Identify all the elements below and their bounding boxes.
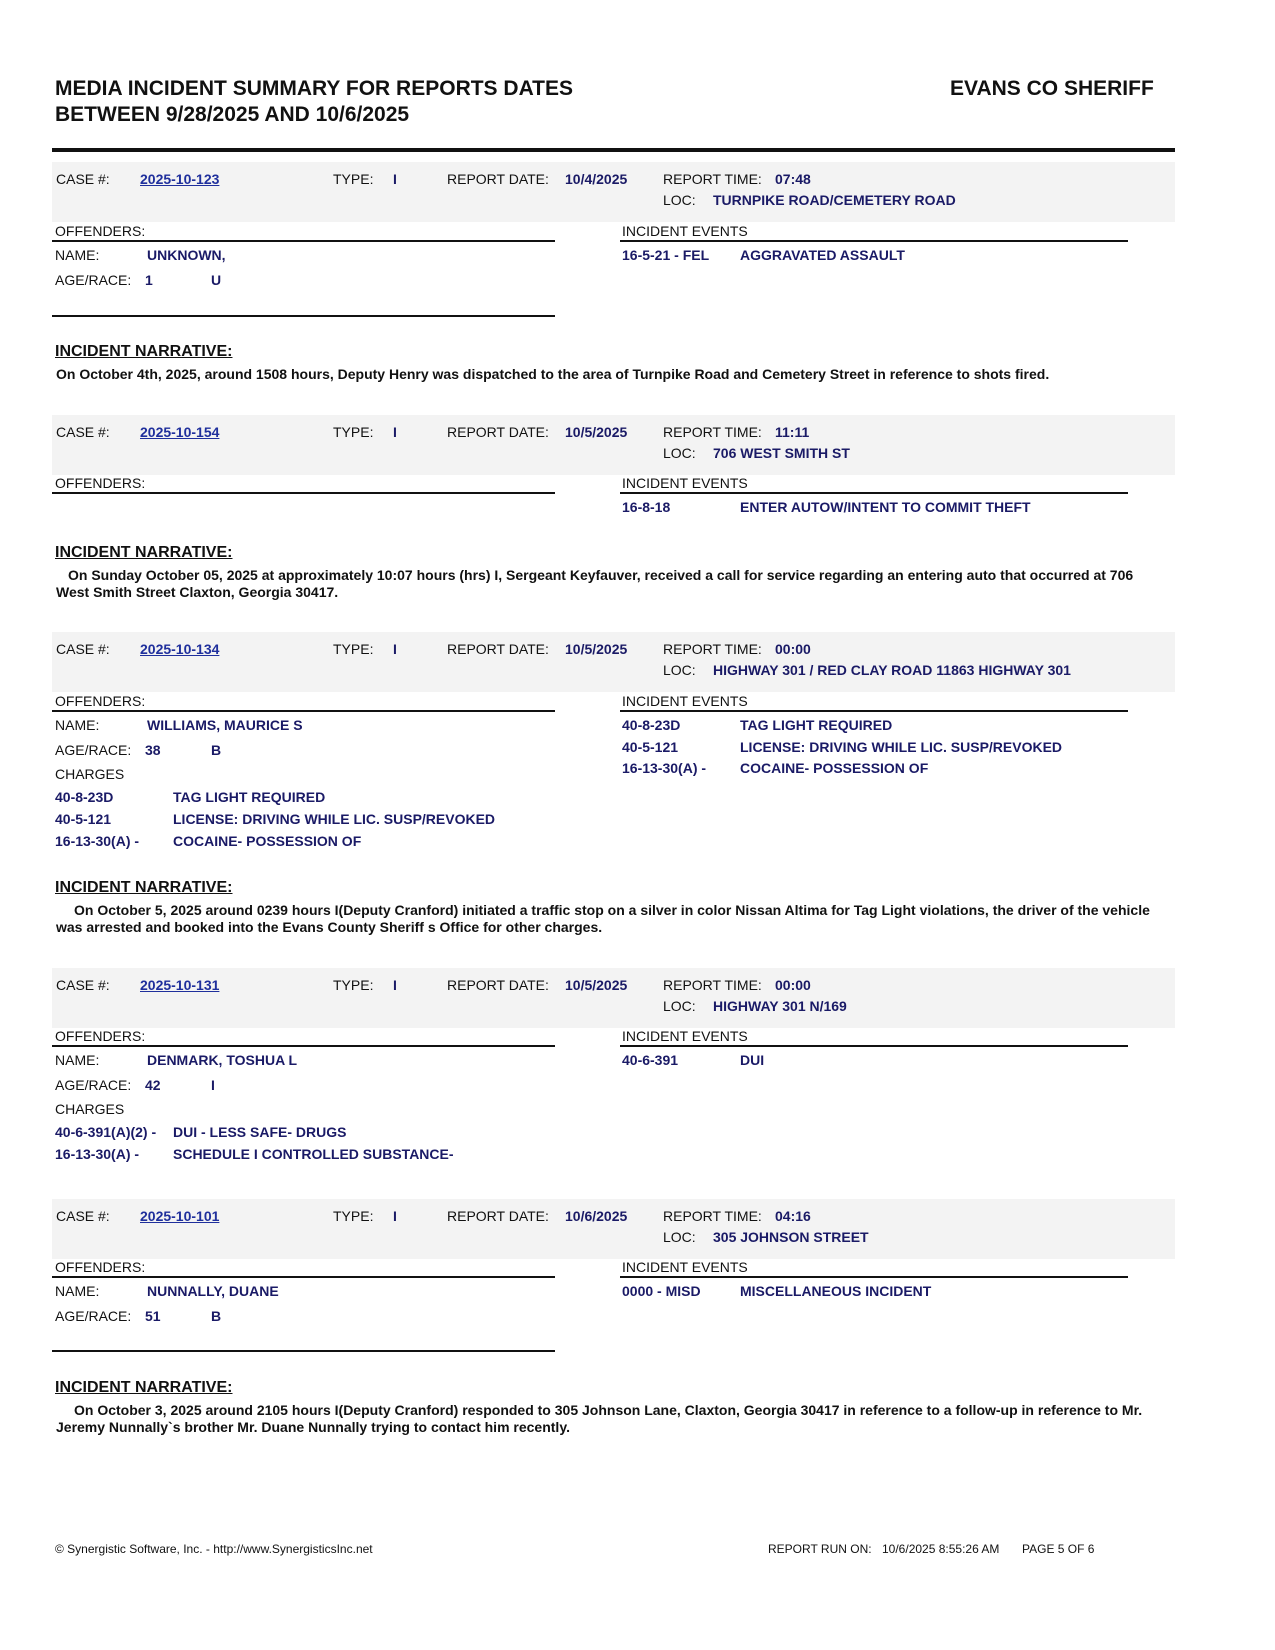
report-time-value: 00:00 bbox=[775, 641, 811, 657]
offender-race: B bbox=[211, 1308, 222, 1324]
case-number-link[interactable]: 2025-10-134 bbox=[140, 641, 220, 657]
narrative-heading: INCIDENT NARRATIVE: bbox=[55, 343, 233, 360]
events-rule bbox=[620, 492, 1128, 494]
offenders-label: OFFENDERS: bbox=[55, 693, 146, 709]
charge-code: 16-13-30(A) - bbox=[55, 833, 140, 849]
charge-desc: SCHEDULE I CONTROLLED SUBSTANCE- bbox=[173, 1146, 454, 1162]
footer-copyright: © Synergistic Software, Inc. - http://www.SynergisticsInc.net bbox=[55, 1542, 373, 1556]
case-label: CASE #: bbox=[56, 977, 110, 993]
loc-label: LOC: bbox=[663, 445, 696, 461]
report-title-line1: MEDIA INCIDENT SUMMARY FOR REPORTS DATES bbox=[55, 77, 574, 100]
report-time-value: 00:00 bbox=[775, 977, 811, 993]
report-date-label: REPORT DATE: bbox=[447, 171, 549, 187]
loc-value: 706 WEST SMITH ST bbox=[713, 445, 850, 461]
narrative-heading: INCIDENT NARRATIVE: bbox=[55, 544, 233, 561]
event-code: 16-8-18 bbox=[622, 499, 671, 515]
footer-page-number: PAGE 5 OF 6 bbox=[1022, 1542, 1095, 1556]
charge-desc: TAG LIGHT REQUIRED bbox=[173, 789, 326, 805]
type-label: TYPE: bbox=[333, 424, 374, 440]
offender-age: 1 bbox=[145, 272, 153, 288]
narrative-heading: INCIDENT NARRATIVE: bbox=[55, 879, 233, 896]
offenders-label: OFFENDERS: bbox=[55, 1259, 146, 1275]
report-date-value: 10/5/2025 bbox=[565, 424, 628, 440]
events-rule bbox=[620, 1045, 1128, 1047]
event-code: 0000 - MISD bbox=[622, 1283, 701, 1299]
type-value: I bbox=[393, 1208, 397, 1224]
age-race-label: AGE/RACE: bbox=[55, 1308, 132, 1324]
agency-name: EVANS CO SHERIFF bbox=[950, 77, 1154, 100]
narrative-heading: INCIDENT NARRATIVE: bbox=[55, 1379, 233, 1396]
charge-code: 40-6-391(A)(2) - bbox=[55, 1124, 157, 1140]
name-label: NAME: bbox=[55, 1283, 100, 1299]
events-rule bbox=[620, 710, 1128, 712]
charge-desc: DUI - LESS SAFE- DRUGS bbox=[173, 1124, 347, 1140]
incident-events-label: INCIDENT EVENTS bbox=[622, 223, 748, 239]
events-rule bbox=[620, 240, 1128, 242]
event-code: 16-13-30(A) - bbox=[622, 760, 707, 776]
offender-age: 38 bbox=[145, 742, 161, 758]
offenders-rule bbox=[52, 1045, 555, 1047]
offenders-rule bbox=[52, 1276, 555, 1278]
case-number-link[interactable]: 2025-10-123 bbox=[140, 171, 220, 187]
name-label: NAME: bbox=[55, 717, 100, 733]
type-label: TYPE: bbox=[333, 171, 374, 187]
charge-desc: COCAINE- POSSESSION OF bbox=[173, 833, 362, 849]
event-code: 40-5-121 bbox=[622, 739, 679, 755]
report-date-value: 10/4/2025 bbox=[565, 171, 628, 187]
loc-value: TURNPIKE ROAD/CEMETERY ROAD bbox=[713, 192, 956, 208]
narrative-text: On October 5, 2025 around 0239 hours I(Deputy Cranford) initiated a traffic stop on a silver in color Nissan Altima for Tag Light violations, the driver of the vehicle was arrested and booked into the Evans County Sheriff s Office for other charges. bbox=[56, 902, 1150, 935]
event-code: 40-6-391 bbox=[622, 1052, 679, 1068]
incident-events-label: INCIDENT EVENTS bbox=[622, 1028, 748, 1044]
age-race-label: AGE/RACE: bbox=[55, 272, 132, 288]
report-time-label: REPORT TIME: bbox=[663, 1208, 762, 1224]
report-time-label: REPORT TIME: bbox=[663, 641, 762, 657]
event-desc: LICENSE: DRIVING WHILE LIC. SUSP/REVOKED bbox=[740, 739, 1063, 755]
report-time-label: REPORT TIME: bbox=[663, 171, 762, 187]
report-date-value: 10/5/2025 bbox=[565, 977, 628, 993]
event-desc: TAG LIGHT REQUIRED bbox=[740, 717, 893, 733]
type-label: TYPE: bbox=[333, 1208, 374, 1224]
report-time-value: 04:16 bbox=[775, 1208, 811, 1224]
report-title-line2: BETWEEN 9/28/2025 AND 10/6/2025 bbox=[55, 103, 410, 126]
type-label: TYPE: bbox=[333, 977, 374, 993]
report-date-label: REPORT DATE: bbox=[447, 1208, 549, 1224]
report-date-value: 10/5/2025 bbox=[565, 641, 628, 657]
loc-label: LOC: bbox=[663, 662, 696, 678]
narrative-text: On October 3, 2025 around 2105 hours I(Deputy Cranford) responded to 305 Johnson Lane, Claxton, Georgia 30417 in reference to a follow-up in reference to Mr. Jeremy Nunnally`s brother Mr. Duane Nunnally trying to contact him recently. bbox=[56, 1402, 1143, 1435]
report-time-label: REPORT TIME: bbox=[663, 424, 762, 440]
case-number-link[interactable]: 2025-10-101 bbox=[140, 1208, 220, 1224]
name-label: NAME: bbox=[55, 247, 100, 263]
footer-run-label: REPORT RUN ON: bbox=[768, 1542, 872, 1556]
charges-label: CHARGES bbox=[55, 1101, 125, 1117]
charges-label: CHARGES bbox=[55, 766, 125, 782]
loc-label: LOC: bbox=[663, 1229, 696, 1245]
case-number-link[interactable]: 2025-10-154 bbox=[140, 424, 220, 440]
report-time-label: REPORT TIME: bbox=[663, 977, 762, 993]
event-desc: ENTER AUTOW/INTENT TO COMMIT THEFT bbox=[740, 499, 1031, 515]
type-label: TYPE: bbox=[333, 641, 374, 657]
event-code: 16-5-21 - FEL bbox=[622, 247, 710, 263]
event-desc: COCAINE- POSSESSION OF bbox=[740, 760, 929, 776]
loc-value: 305 JOHNSON STREET bbox=[713, 1229, 869, 1245]
offender-name: WILLIAMS, MAURICE S bbox=[147, 717, 303, 733]
report-date-label: REPORT DATE: bbox=[447, 424, 549, 440]
narrative-text: On October 4th, 2025, around 1508 hours, Deputy Henry was dispatched to the area of Turnpike Road and Cemetery Street in reference to shots fired. bbox=[56, 366, 1050, 382]
offender-end-rule bbox=[52, 315, 555, 317]
charge-desc: LICENSE: DRIVING WHILE LIC. SUSP/REVOKED bbox=[173, 811, 496, 827]
charge-code: 16-13-30(A) - bbox=[55, 1146, 140, 1162]
offenders-label: OFFENDERS: bbox=[55, 475, 146, 491]
offenders-rule bbox=[52, 492, 555, 494]
offenders-rule bbox=[52, 710, 555, 712]
type-value: I bbox=[393, 977, 397, 993]
report-date-label: REPORT DATE: bbox=[447, 641, 549, 657]
age-race-label: AGE/RACE: bbox=[55, 742, 132, 758]
loc-value: HIGHWAY 301 / RED CLAY ROAD 11863 HIGHWAY 301 bbox=[713, 662, 1071, 678]
case-label: CASE #: bbox=[56, 171, 110, 187]
events-rule bbox=[620, 1276, 1128, 1278]
offender-race: B bbox=[211, 742, 222, 758]
footer-run-value: 10/6/2025 8:55:26 AM bbox=[882, 1542, 1000, 1556]
report-date-value: 10/6/2025 bbox=[565, 1208, 628, 1224]
age-race-label: AGE/RACE: bbox=[55, 1077, 132, 1093]
charge-code: 40-5-121 bbox=[55, 811, 112, 827]
type-value: I bbox=[393, 424, 397, 440]
incident-events-label: INCIDENT EVENTS bbox=[622, 693, 748, 709]
event-desc: DUI bbox=[740, 1052, 765, 1068]
offender-name: UNKNOWN, bbox=[147, 247, 226, 263]
event-desc: MISCELLANEOUS INCIDENT bbox=[740, 1283, 932, 1299]
type-value: I bbox=[393, 641, 397, 657]
incident-events-label: INCIDENT EVENTS bbox=[622, 1259, 748, 1275]
offenders-label: OFFENDERS: bbox=[55, 223, 146, 239]
offender-race: U bbox=[211, 272, 222, 288]
report-date-label: REPORT DATE: bbox=[447, 977, 549, 993]
event-code: 40-8-23D bbox=[622, 717, 681, 733]
case-label: CASE #: bbox=[56, 424, 110, 440]
loc-label: LOC: bbox=[663, 192, 696, 208]
report-time-value: 11:11 bbox=[775, 424, 810, 440]
offenders-label: OFFENDERS: bbox=[55, 1028, 146, 1044]
case-label: CASE #: bbox=[56, 641, 110, 657]
type-value: I bbox=[393, 171, 397, 187]
case-number-link[interactable]: 2025-10-131 bbox=[140, 977, 220, 993]
loc-label: LOC: bbox=[663, 998, 696, 1014]
offender-name: NUNNALLY, DUANE bbox=[147, 1283, 279, 1299]
charge-code: 40-8-23D bbox=[55, 789, 114, 805]
event-desc: AGGRAVATED ASSAULT bbox=[740, 247, 905, 263]
offenders-rule bbox=[52, 240, 555, 242]
offender-name: DENMARK, TOSHUA L bbox=[147, 1052, 298, 1068]
offender-age: 51 bbox=[145, 1308, 161, 1324]
narrative-text: On Sunday October 05, 2025 at approximately 10:07 hours (hrs) I, Sergeant Keyfauver, received a call for service regarding an entering auto that occurred at 706 West Smith Street Claxton, Georgia 30417. bbox=[56, 567, 1134, 600]
incident-events-label: INCIDENT EVENTS bbox=[622, 475, 748, 491]
offender-end-rule bbox=[52, 1350, 555, 1352]
report-time-value: 07:48 bbox=[775, 171, 811, 187]
name-label: NAME: bbox=[55, 1052, 100, 1068]
case-label: CASE #: bbox=[56, 1208, 110, 1224]
loc-value: HIGHWAY 301 N/169 bbox=[713, 998, 847, 1014]
offender-race: I bbox=[211, 1077, 215, 1093]
header-rule bbox=[52, 148, 1175, 152]
offender-age: 42 bbox=[145, 1077, 161, 1093]
